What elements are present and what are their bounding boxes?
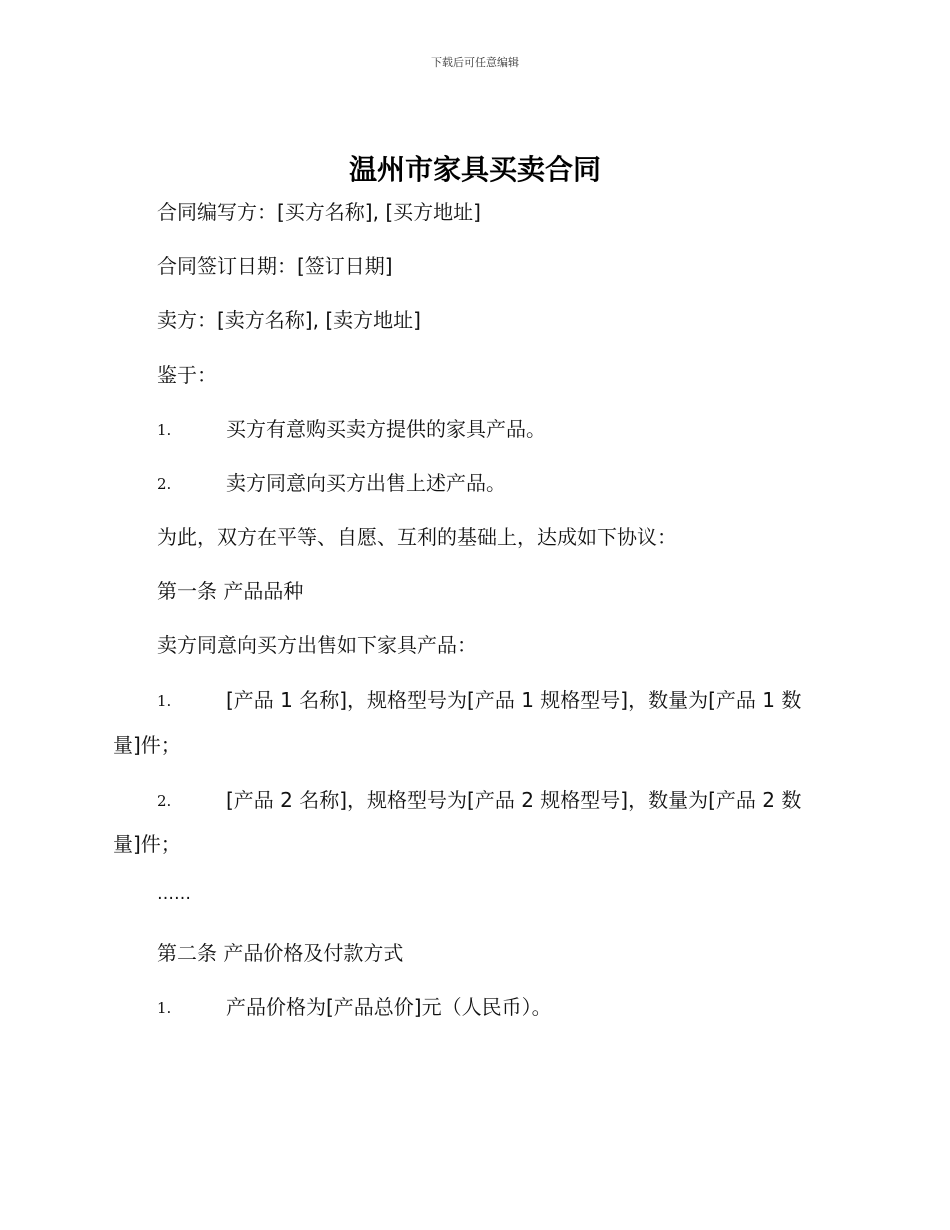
document-title: 温州市家具买卖合同 (348, 153, 601, 186)
ellipsis-line: …… (157, 884, 191, 904)
drafter-line: 合同编写方：[买方名称], [买方地址] (157, 200, 481, 224)
header-note: 下载后可任意编辑 (431, 56, 519, 69)
article-1-intro: 卖方同意向买方出售如下家具产品： (157, 633, 477, 657)
seller-line: 卖方：[卖方名称], [卖方地址] (157, 308, 421, 332)
price-1-text: 产品价格为[产品总价]元（人民币）。 (226, 995, 552, 1019)
product-2-text: [产品 2 名称]，规格型号为[产品 2 规格型号]，数量为[产品 2 数 (226, 788, 802, 812)
whereas-item-2-text: 卖方同意向买方出售上述产品。 (226, 471, 506, 495)
whereas-item-1-text: 买方有意购买卖方提供的家具产品。 (226, 417, 546, 441)
product-1-text: [产品 1 名称]，规格型号为[产品 1 规格型号]，数量为[产品 1 数 (226, 688, 802, 712)
sign-date-line: 合同签订日期：[签订日期] (157, 254, 393, 278)
whereas-item-2-number: 2. (157, 475, 172, 493)
whereas-heading: 鉴于： (157, 363, 217, 387)
product-2-number: 2. (157, 792, 172, 810)
agreement-line: 为此，双方在平等、自愿、互利的基础上，达成如下协议： (157, 525, 677, 549)
price-1-number: 1. (157, 999, 172, 1017)
product-1-continuation: 量]件； (113, 733, 181, 757)
product-2-continuation: 量]件； (113, 832, 181, 856)
product-1-number: 1. (157, 692, 172, 710)
article-1-heading: 第一条 产品品种 (157, 579, 304, 603)
article-2-heading: 第二条 产品价格及付款方式 (157, 941, 404, 965)
whereas-item-1-number: 1. (157, 421, 172, 439)
